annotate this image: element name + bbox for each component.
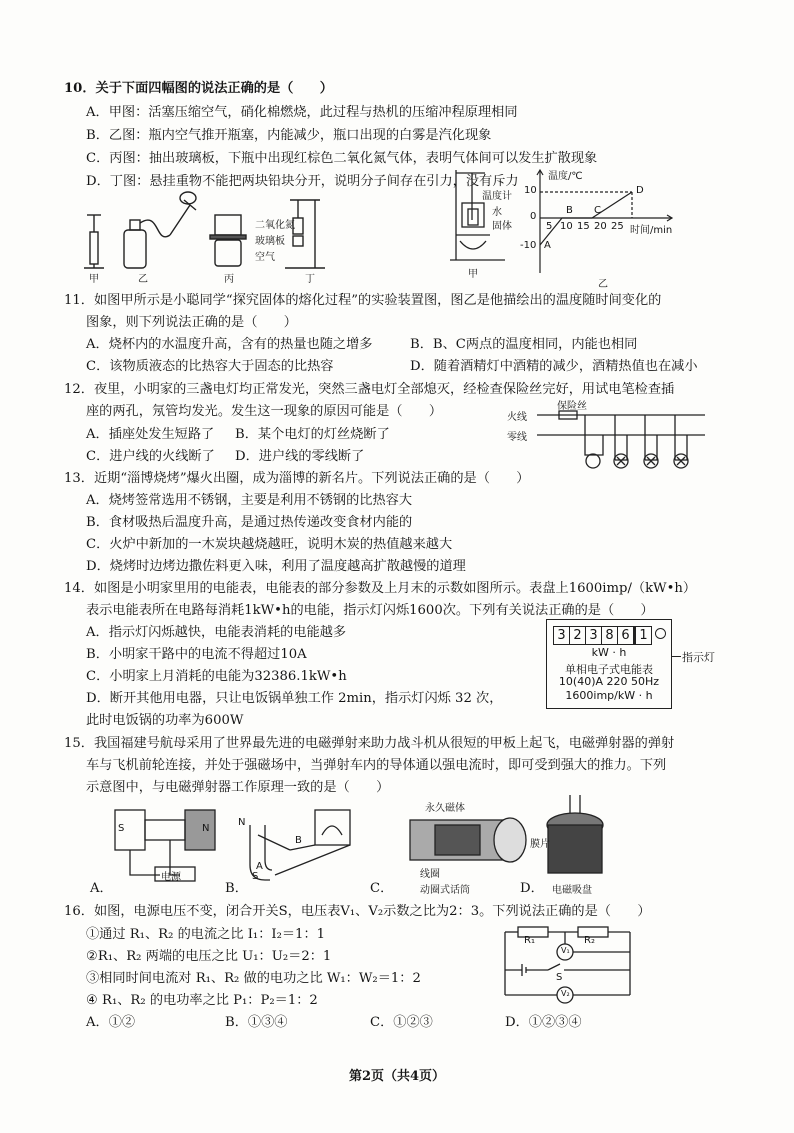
q14-option-a: A．指示灯闪烁越快，电能表消耗的电能越多 (86, 625, 347, 640)
fig-bing-label: 丙 (224, 274, 234, 285)
power-label: 电源 (161, 872, 181, 883)
q10-stem: 10．关于下面四幅图的说法正确的是（ ） (64, 81, 333, 96)
q15-stem-2: 车与飞机前轮连接，并处于强磁场中，当弹射车内的导体通以强电流时，即可受到强大的推力。下列 (86, 758, 667, 773)
meter-digit-decimal: 1 (634, 626, 652, 645)
q10-option-b: B．乙图：瓶内空气推开瓶塞，内能减少，瓶口出现的白雾是汽化现象 (86, 128, 492, 143)
q15-stem-3: 示意图中，与电磁弹射器工作原理一致的是（ ） (86, 780, 390, 795)
glass-plate-label: 玻璃板 (255, 236, 285, 247)
q12-circuit-drawing (515, 405, 715, 480)
pole-s-label: S (118, 823, 125, 834)
meter-digit: 3 (553, 626, 570, 645)
wire-b-label: B (295, 835, 302, 846)
wire-a-label: A (256, 861, 263, 872)
q14-option-d: D．断开其他用电器，只让电饭锅单独工作 2min，指示灯闪烁 32 次， (86, 691, 503, 706)
v2-label: V₂ (561, 989, 570, 998)
point-c: C (594, 205, 601, 216)
air-label: 空气 (255, 252, 275, 263)
q15-stem-1: 15．我国福建号航母采用了世界最先进的电磁弹射来助力战斗机从很短的甲板上起飞，电磁弹射器的弹射 (64, 736, 675, 751)
meter-digit: 6 (618, 626, 634, 645)
q16-option-b: B．①③④ (225, 1015, 288, 1030)
v1-label: V₁ (561, 946, 570, 955)
q14-stem-2: 表示电能表所在电路每消耗1kW•h的电能，指示灯闪烁1600次。下列有关说法正确的是（ ） (86, 603, 654, 618)
x-tick-10: 10 (560, 221, 573, 232)
x-tick-20: 20 (594, 221, 607, 232)
q16-circuit (500, 920, 640, 1010)
q12-stem-1: 12．夜里，小明家的三盏电灯均正常发光，突然三盏电灯全部熄灭，经检查保险丝完好，用试电笔检查插 (64, 382, 675, 397)
q16-item-4: ④ R₁、R₂ 的电功率之比 P₁：P₂＝1：2 (86, 993, 318, 1008)
r2-label: R₂ (584, 935, 595, 946)
fig-ding-label: 丁 (305, 274, 315, 285)
graph-xlabel: 时间/min (630, 225, 673, 236)
q10-option-d: D．丁图：悬挂重物不能把两块铅块分开，说明分子间存在引力，没有斥力 (86, 174, 519, 189)
pole-n-label: N (202, 823, 210, 834)
q16-option-c: C．①②③ (370, 1015, 433, 1030)
q12-option-a: A．插座处发生短路了 (86, 427, 215, 442)
q13-stem: 13．近期“淄博烧烤”爆火出圈，成为淄博的新名片。下列说法正确的是（ ） (64, 471, 530, 486)
q14-option-c: C．小明家上月消耗的电能为32386.1kW•h (86, 669, 347, 684)
q13-option-d: D．烧烤时边烤边撒佐料更入味，利用了温度越高扩散越慢的道理 (86, 559, 466, 574)
apparatus-jia-label: 甲 (468, 269, 478, 280)
meter-imp: 1600imp/kW · h (565, 689, 653, 702)
q13-option-b: B．食材吸热后温度升高，是通过热传递改变食材内能的 (86, 515, 413, 530)
magnet-s-label: S (252, 871, 259, 882)
x-tick-15: 15 (577, 221, 590, 232)
q11-option-b: B．B、C两点的温度相同，内能也相同 (410, 337, 638, 352)
q11-figures (450, 165, 690, 290)
no2-label: 二氧化氮 (255, 220, 295, 231)
meter-digit: 3 (586, 626, 602, 645)
solid-label: 固体 (492, 221, 512, 232)
switch-s-label: S (556, 972, 563, 983)
q16-stem: 16．如图，电源电压不变，闭合开关S，电压表V₁、V₂示数之比为2：3。下列说法正确的是（ ） (64, 904, 651, 919)
thermometer-label: 温度计 (482, 191, 512, 202)
indicator-lamp-icon (655, 628, 666, 639)
x-tick-25: 25 (611, 221, 624, 232)
point-b: B (566, 205, 573, 216)
indicator-pointer-line (671, 656, 681, 657)
q11-stem-1: 11．如图甲所示是小聪同学“探究固体的熔化过程”的实验装置图，图乙是他描绘出的温度随时间变化的 (64, 293, 662, 308)
q12-option-b: B．某个电灯的灯丝烧断了 (235, 427, 390, 442)
q10-option-c: C．丙图：抽出玻璃板，下瓶中出现红棕色二氧化氮气体，表明气体间可以发生扩散现象 (86, 151, 598, 166)
diaphragm-label: 膜片 (530, 839, 550, 850)
q15-figures (90, 795, 690, 896)
q11-option-c: C．该物质液态的比热容大于固态的比热容 (86, 359, 334, 374)
indicator-label: 指示灯 (682, 651, 715, 664)
fig-jia-label: 甲 (89, 274, 99, 285)
neutral-wire-label: 零线 (507, 432, 527, 443)
meter-digit: 2 (570, 626, 586, 645)
q14-option-d-cont: 此时电饭锅的功率为600W (86, 713, 244, 728)
graph-yi-label: 乙 (598, 279, 608, 290)
meter-digit: 8 (602, 626, 618, 645)
fig-yi-label: 乙 (138, 274, 148, 285)
r1-label: R₁ (524, 935, 535, 946)
sucker-label: 电磁吸盘 (552, 885, 592, 896)
q11-stem-2: 图象，则下列说法正确的是（ ） (86, 315, 297, 330)
q16-option-a: A．①② (86, 1015, 136, 1030)
microphone-label: 动圈式话筒 (420, 885, 470, 896)
water-label: 水 (492, 207, 502, 218)
q12-option-d: D．进户线的零线断了 (235, 449, 365, 464)
q11-option-a: A．烧杯内的水温度升高，含有的热量也随之增多 (86, 337, 373, 352)
graph-ylabel: 温度/℃ (548, 171, 583, 182)
point-a: A (544, 240, 551, 251)
q10-figures (80, 190, 380, 285)
q13-option-c: C．火炉中新加的一木炭块越烧越旺，说明木炭的热值越来越大 (86, 537, 453, 552)
q16-item-1: ①通过 R₁、R₂ 的电流之比 I₁：I₂＝1：1 (86, 927, 326, 942)
q14-option-b: B．小明家干路中的电流不得超过10A (86, 647, 307, 662)
electric-meter (546, 619, 672, 709)
meter-name: 单相电子式电能表 (565, 663, 653, 676)
meter-digits (553, 626, 652, 645)
magnet-n-label: N (238, 817, 246, 828)
coil-label: 线圈 (420, 869, 440, 880)
q15-option-c: C． (370, 881, 394, 896)
q15-option-a: A． (90, 881, 113, 896)
q11-option-d: D．随着酒精灯中酒精的减少，酒精热值也在减小 (410, 359, 698, 374)
y-tick-minus10: -10 (520, 240, 537, 251)
x-tick-5: 5 (546, 221, 553, 232)
q12-stem-2: 座的两孔，氖管均发光。发生这一现象的原因可能是（ ） (86, 404, 443, 419)
live-wire-label: 火线 (507, 412, 527, 423)
q10-option-a: A．甲图：活塞压缩空气，硝化棉燃烧，此过程与热机的压缩冲程原理相同 (86, 105, 518, 120)
y-tick-0: 0 (530, 211, 537, 222)
y-tick-10: 10 (524, 185, 537, 196)
q16-option-d: D．①②③④ (505, 1015, 582, 1030)
page-footer: 第2页（共4页） (348, 1069, 446, 1084)
q13-option-a: A．烧烤签常选用不锈钢，主要是利用不锈钢的比热容大 (86, 493, 413, 508)
meter-unit: kW · h (591, 646, 627, 659)
q16-item-3: ③相同时间电流对 R₁、R₂ 做的电功之比 W₁：W₂＝1：2 (86, 971, 421, 986)
meter-spec: 10(40)A 220 50Hz (558, 675, 660, 688)
q12-circuit (507, 401, 715, 480)
q15-option-d: D． (520, 881, 544, 896)
point-d: D (636, 185, 644, 196)
permanent-magnet-label: 永久磁体 (425, 803, 465, 814)
q16-item-2: ②R₁、R₂ 两端的电压之比 U₁：U₂＝2：1 (86, 949, 332, 964)
q12-option-c: C．进户线的火线断了 (86, 449, 215, 464)
q16-circuit-drawing (500, 920, 640, 1010)
fuse-label: 保险丝 (557, 401, 587, 412)
q14-stem-1: 14．如图是小明家里用的电能表，电能表的部分参数及上月末的示数如图所示。表盘上1600imp/（kW•h） (64, 581, 697, 596)
q15-option-b: B． (225, 881, 248, 896)
